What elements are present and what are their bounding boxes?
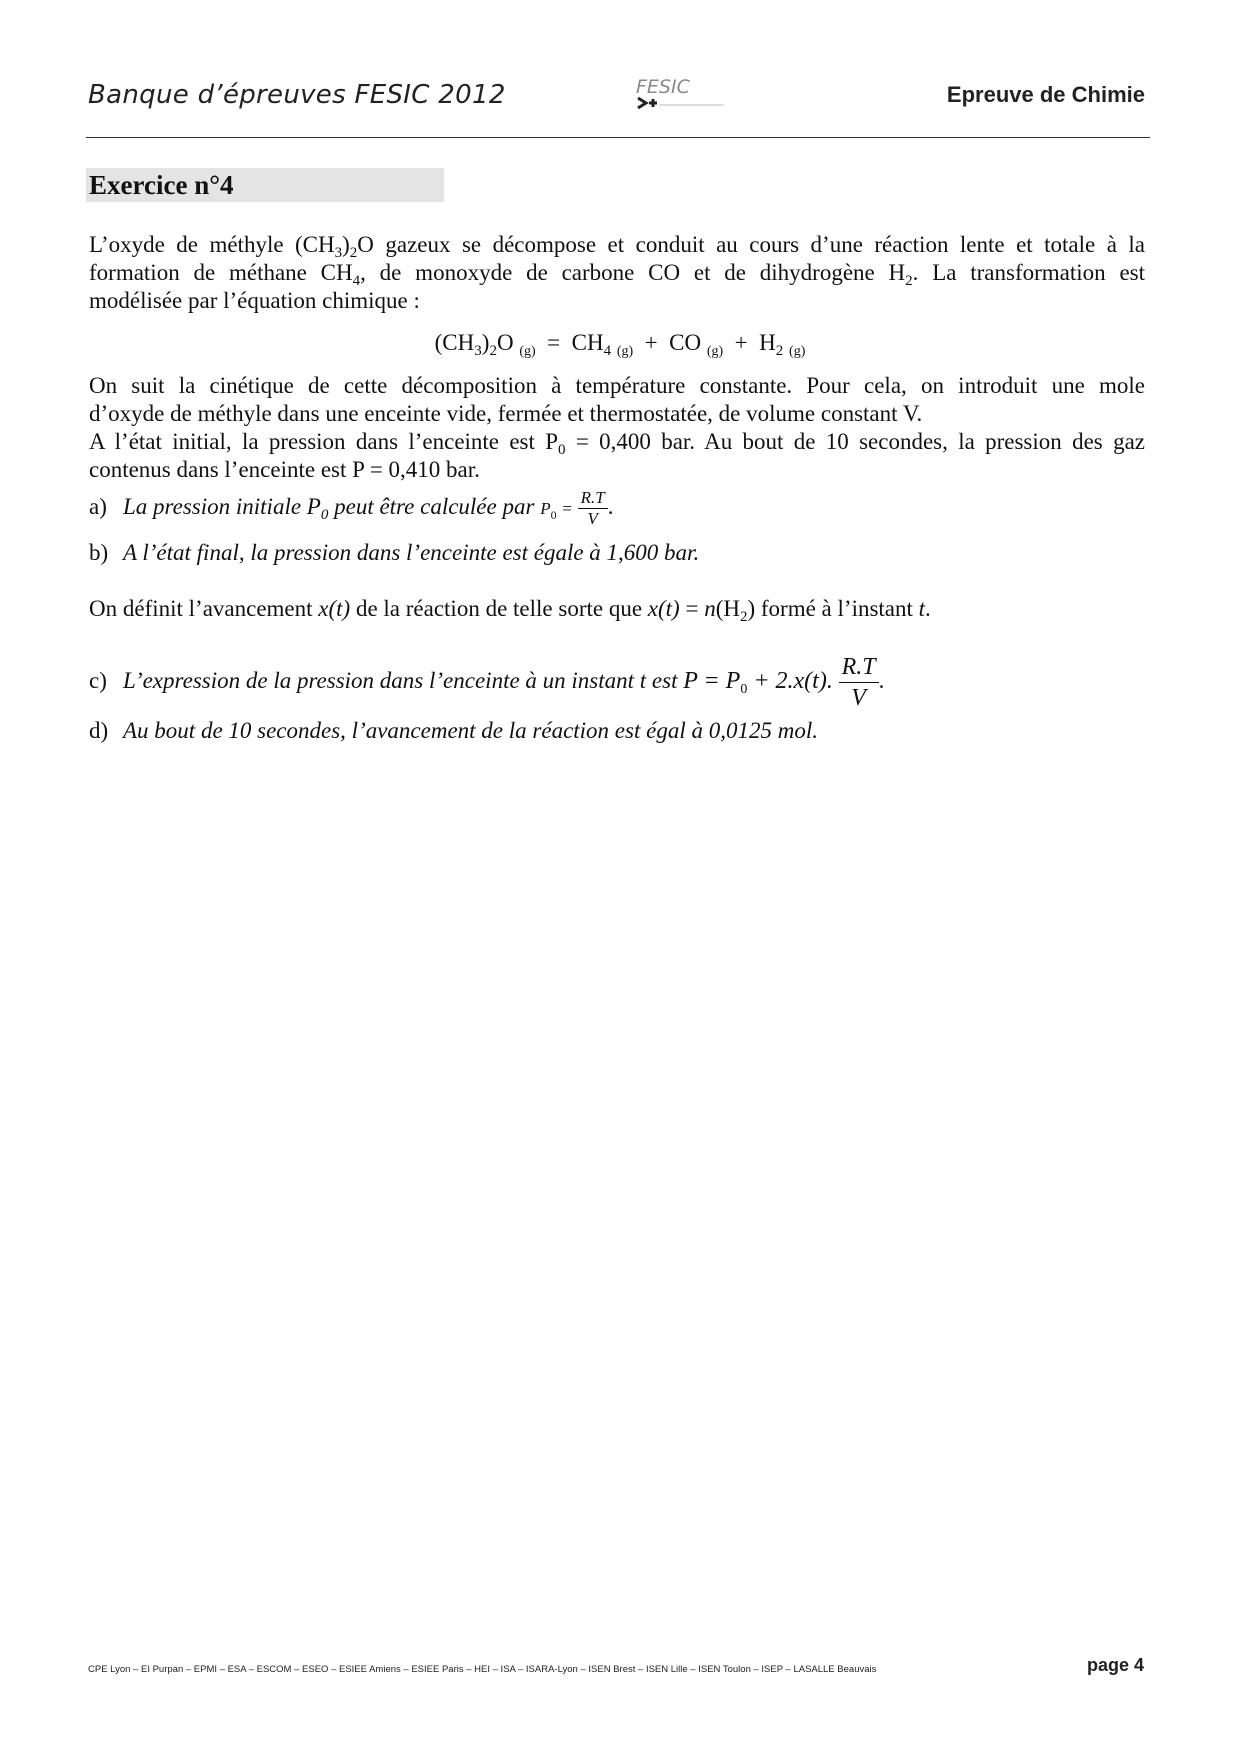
header-subject: Epreuve de Chimie: [946, 82, 1145, 107]
logo-text: FESIC: [636, 76, 690, 98]
kinetics-line-4: contenus dans l’enceinte est P = 0,410 bar.: [89, 457, 480, 482]
intro-paragraph: [89, 231, 1145, 315]
footer-schools: CPE Lyon – EI Purpan – EPMI – ESA – ESCOM – ESEO – ESIEE Amiens – ESIEE Paris – HEI – ISA – ISARA-Lyon – ISEN Brest – ISEN Lille – ISEN Toulon – ISEP – LASALLE Beauvais: [88, 1664, 877, 1675]
exercise-title: Exercice n°4: [89, 170, 234, 200]
exercise-heading: [86, 168, 444, 202]
header-title: Banque d’épreuves FESIC 2012: [88, 80, 506, 110]
page-number: page 4: [1086, 1655, 1144, 1675]
statement-c: c) L’expression de la pression dans l’enceinte à un instant t est $P = P_0 + 2.x(t)$. $\frac{R.T}{V}$ .: [89, 654, 885, 711]
chemical-equation: $(CH_3)_2O$ $_{(g)} = CH_4$ $_{(g)}$ + CO $_{(g)} + H_2$ $_{(g)}$: [434, 330, 806, 359]
kinetics-line-2: d’oxyde de méthyle dans une enceinte vide, fermée et thermostatée, de volume constant V.: [89, 401, 923, 426]
statement-b: b) A l’état final, la pression dans l’enceinte est égale à 1,600 bar.: [89, 540, 700, 565]
intro-line-3: modélisée par l’équation chimique :: [89, 288, 420, 313]
kinetics-line-1: On suit la cinétique de cette décomposition à température constante. Pour cela, on introduit une mole: [89, 373, 1145, 398]
fraction-rt-over-v: $\frac{R.T}{V}$: [578, 488, 608, 529]
fesic-logo: [636, 76, 728, 118]
fraction-rt-over-v-large: $\frac{R.T}{V}$: [839, 652, 879, 713]
statement-a: a) La pression initiale $P_0$ peut être calculée par $P_0$ = $\frac{R.T}{V}$ .: [89, 488, 614, 528]
intro-line-1: L’oxyde de méthyle $(CH_3)_2O$ gazeux se décompose et conduit au cours d’une réaction lente et totale à la: [89, 232, 1145, 261]
statement-d: d) Au bout de 10 secondes, l’avancement de la réaction est égal à 0,0125 mol.: [89, 718, 818, 743]
kinetics-paragraph: [89, 372, 1145, 484]
intro-line-2: formation de méthane $CH_4$, de monoxyde de carbone CO et de dihydrogène $H_2$. La transformation est: [89, 260, 1145, 289]
definition-line: On définit l’avancement x(t) de la réaction de telle sorte que $x(t) = n(H_2)$ formé à l’instant t.: [89, 596, 931, 625]
kinetics-line-3: A l’état initial, la pression dans l’enceinte est $P_0 = 0,400$ bar. Au bout de 10 secondes, la pression des gaz: [89, 429, 1145, 458]
header-rule: [86, 137, 1150, 138]
